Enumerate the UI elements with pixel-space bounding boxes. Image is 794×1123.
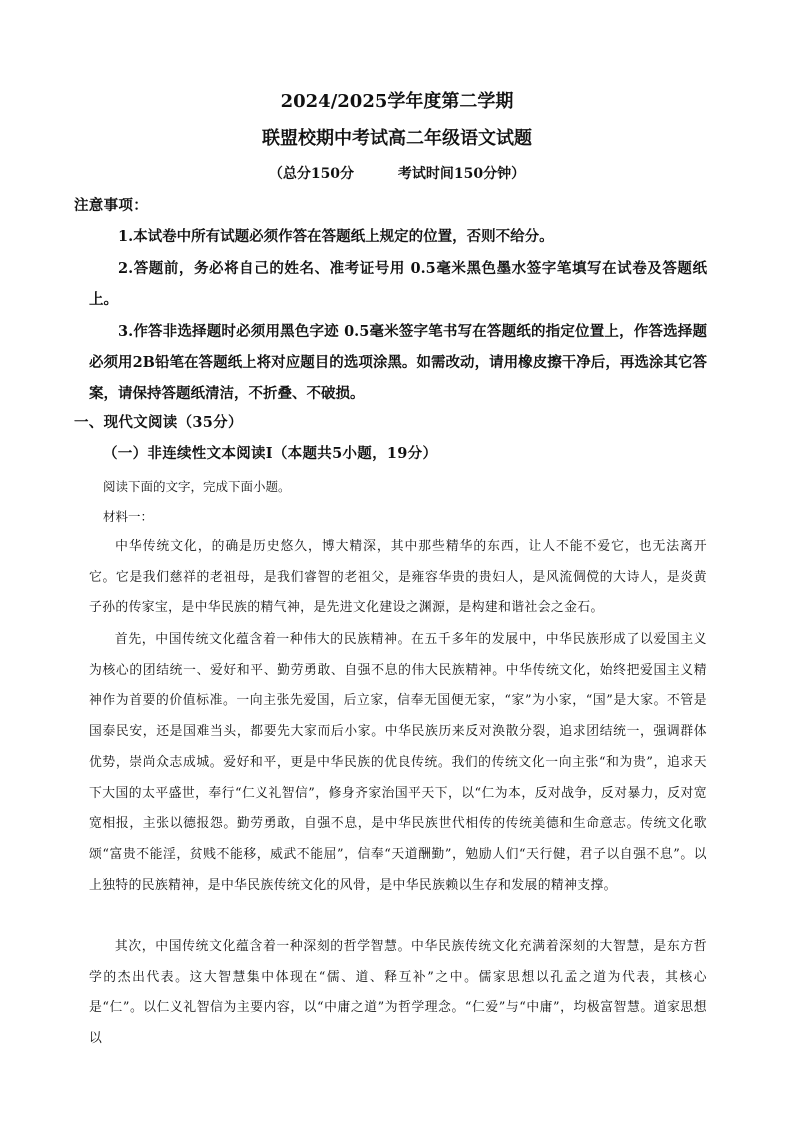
notice-item-3: 3.作答非选择题时必须用黑色字迹 0.5毫米签字笔书写在答题纸的指定位置上，作答选择题必须用2B铅笔在答题纸上将对应题目的选项涂黑。如需改动，请用橡皮擦干净后，再选涂其它答案，请保持答题纸清洁，不折叠、不破损。 [89, 323, 707, 402]
notice-item-2: 2.答题前，务必将自己的姓名、准考证号用 0.5毫米黑色墨水签字笔填写在试卷及答题纸上。 [89, 260, 707, 308]
notice-heading: 注意事项： [74, 197, 148, 214]
material-paragraph-3: 其次，中国传统文化蕴含着一种深刻的哲学智慧。中华民族传统文化充满着深刻的大智慧，是东方哲学的杰出代表。这大智慧集中体现在“儒、道、释互补”之中。儒家思想以孔孟之道为代表，其核心是“仁”。以仁义礼智信为主要内容，以“中庸之道”为哲学理念。“仁爱”与“中庸”，均极富智慧。道家思想以 [89, 939, 707, 1047]
section-heading: 一、现代文阅读（35分） [74, 414, 243, 431]
material-label: 材料一： [103, 509, 154, 524]
term-title: 2024/2025学年度第二学期 [280, 91, 514, 112]
score-time-info: （总分150分 考试时间150分钟） [268, 166, 526, 182]
material-paragraph-1: 中华传统文化，的确是历史悠久，博大精深，其中那些精华的东西，让人不能不爱它，也无法离开它。它是我们慈祥的老祖母，是我们睿智的老祖父，是雍容华贵的贵妇人，是风流倜傥的大诗人，是炎黄子孙的传家宝，是中华民族的精气神，是先进文化建设之渊源，是构建和谐社会之金石。 [89, 539, 707, 616]
exam-title: 联盟校期中考试高二年级语文试题 [262, 128, 532, 149]
notice-item-1: 1.本试卷中所有试题必须作答在答题纸上规定的位置，否则不给分。 [118, 228, 554, 245]
section-subheading: （一）非连续性文本阅读Ⅰ（本题共5小题，19分） [103, 445, 438, 462]
material-paragraph-2: 首先，中国传统文化蕴含着一种伟大的民族精神。在五千多年的发展中，中华民族形成了以爱国主义为核心的团结统一、爱好和平、勤劳勇敢、自强不息的伟大民族精神。中华传统文化，始终把爱国主义精神作为首要的价值标准。一向主张先爱国，后立家，信奉无国便无家，“家”为小家，“国”是大家。不管是国泰民安，还是国难当头，都要先大家而后小家。中华民族历来反对涣散分裂，追求团结统一，强调群体优势，崇尚众志成城。爱好和平，更是中华民族的优良传统。我们的传统文化一向主张“和为贵”，追求天下大国的太平盛世，奉行“仁义礼智信”，修身齐家治国平天下，以“仁为本，反对战争，反对暴力，反对宽宽相报，主张以德报怨。勤劳勇敢，自强不息，是中华民族世代相传的传统美德和生命意志。传统文化歌颂“富贵不能淫，贫贱不能移，威武不能屈”，信奉“天道酬勤”，勉励人们“天行健，君子以自强不息”。以上独特的民族精神，是中华民族传统文化的风骨，是中华民族赖以生存和发展的精神支撑。 [89, 632, 707, 893]
reading-instruction: 阅读下面的文字，完成下面小题。 [103, 479, 291, 494]
